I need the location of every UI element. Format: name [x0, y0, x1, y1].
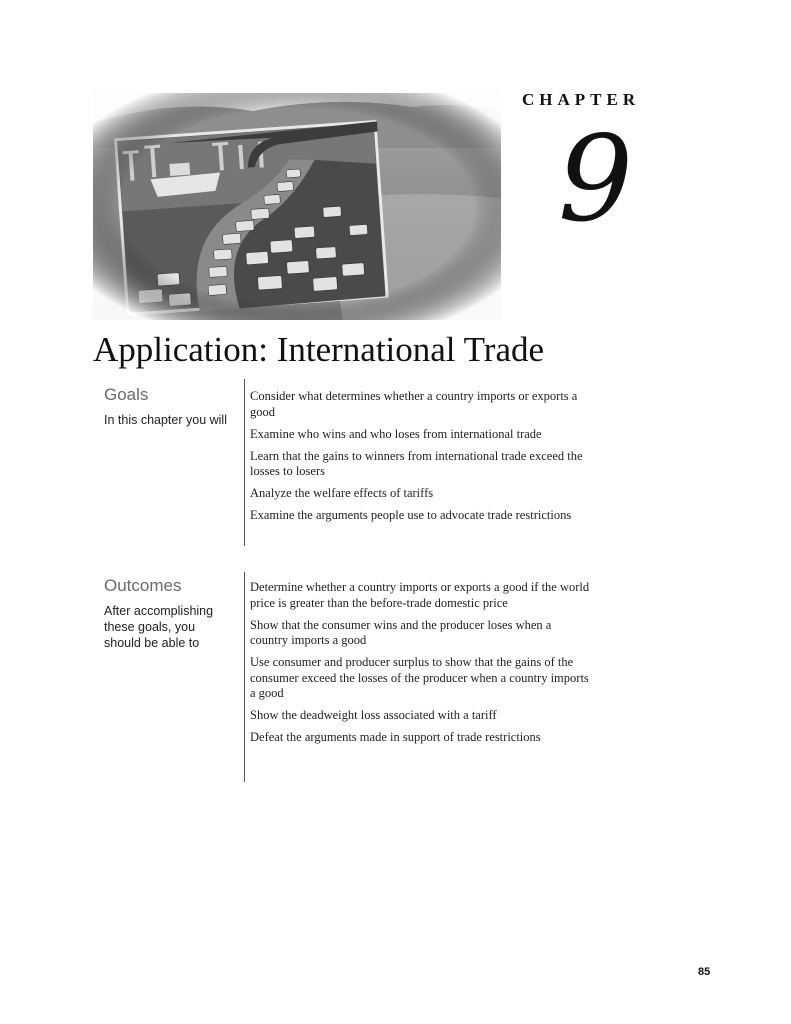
- outcomes-section: [104, 576, 624, 782]
- outcomes-list: [250, 580, 590, 752]
- goals-list: [250, 389, 590, 530]
- outcomes-heading: Outcomes: [104, 576, 182, 595]
- chapter-label: CHAPTER: [522, 90, 641, 109]
- list-item: Use consumer and producer surplus to show that the gains of the consumer exceed the losses of the producer when a country imports a good: [250, 655, 589, 700]
- chapter-number: 9: [558, 110, 634, 248]
- goals-subheading: In this chapter you will: [104, 413, 227, 427]
- goals-section: [104, 385, 624, 547]
- list-item: Show the deadweight loss associated with a tariff: [250, 708, 497, 722]
- goals-divider: [244, 379, 245, 546]
- list-item: Show that the consumer wins and the producer loses when a country imports a good: [250, 617, 552, 647]
- goals-heading: Goals: [104, 385, 149, 404]
- list-item: Analyze the welfare effects of tariffs: [250, 486, 434, 500]
- list-item: Determine whether a country imports or exports a good if the world price is greater than the before-trade domestic price: [250, 580, 590, 610]
- outcomes-divider: [244, 572, 245, 782]
- list-item: Consider what determines whether a country imports or exports a good: [250, 389, 578, 419]
- chapter-photo: [93, 93, 501, 320]
- list-item: Defeat the arguments made in support of trade restrictions: [250, 730, 541, 744]
- list-item: Learn that the gains to winners from international trade exceed the losses to losers: [250, 448, 583, 478]
- chapter-title: Application: International Trade: [93, 330, 545, 369]
- list-item: Examine who wins and who loses from international trade: [250, 426, 542, 441]
- outcomes-subheading: After accomplishing these goals, you should be able to: [104, 604, 214, 650]
- list-item: Examine the arguments people use to advocate trade restrictions: [250, 508, 572, 522]
- page-number: 85: [698, 966, 711, 978]
